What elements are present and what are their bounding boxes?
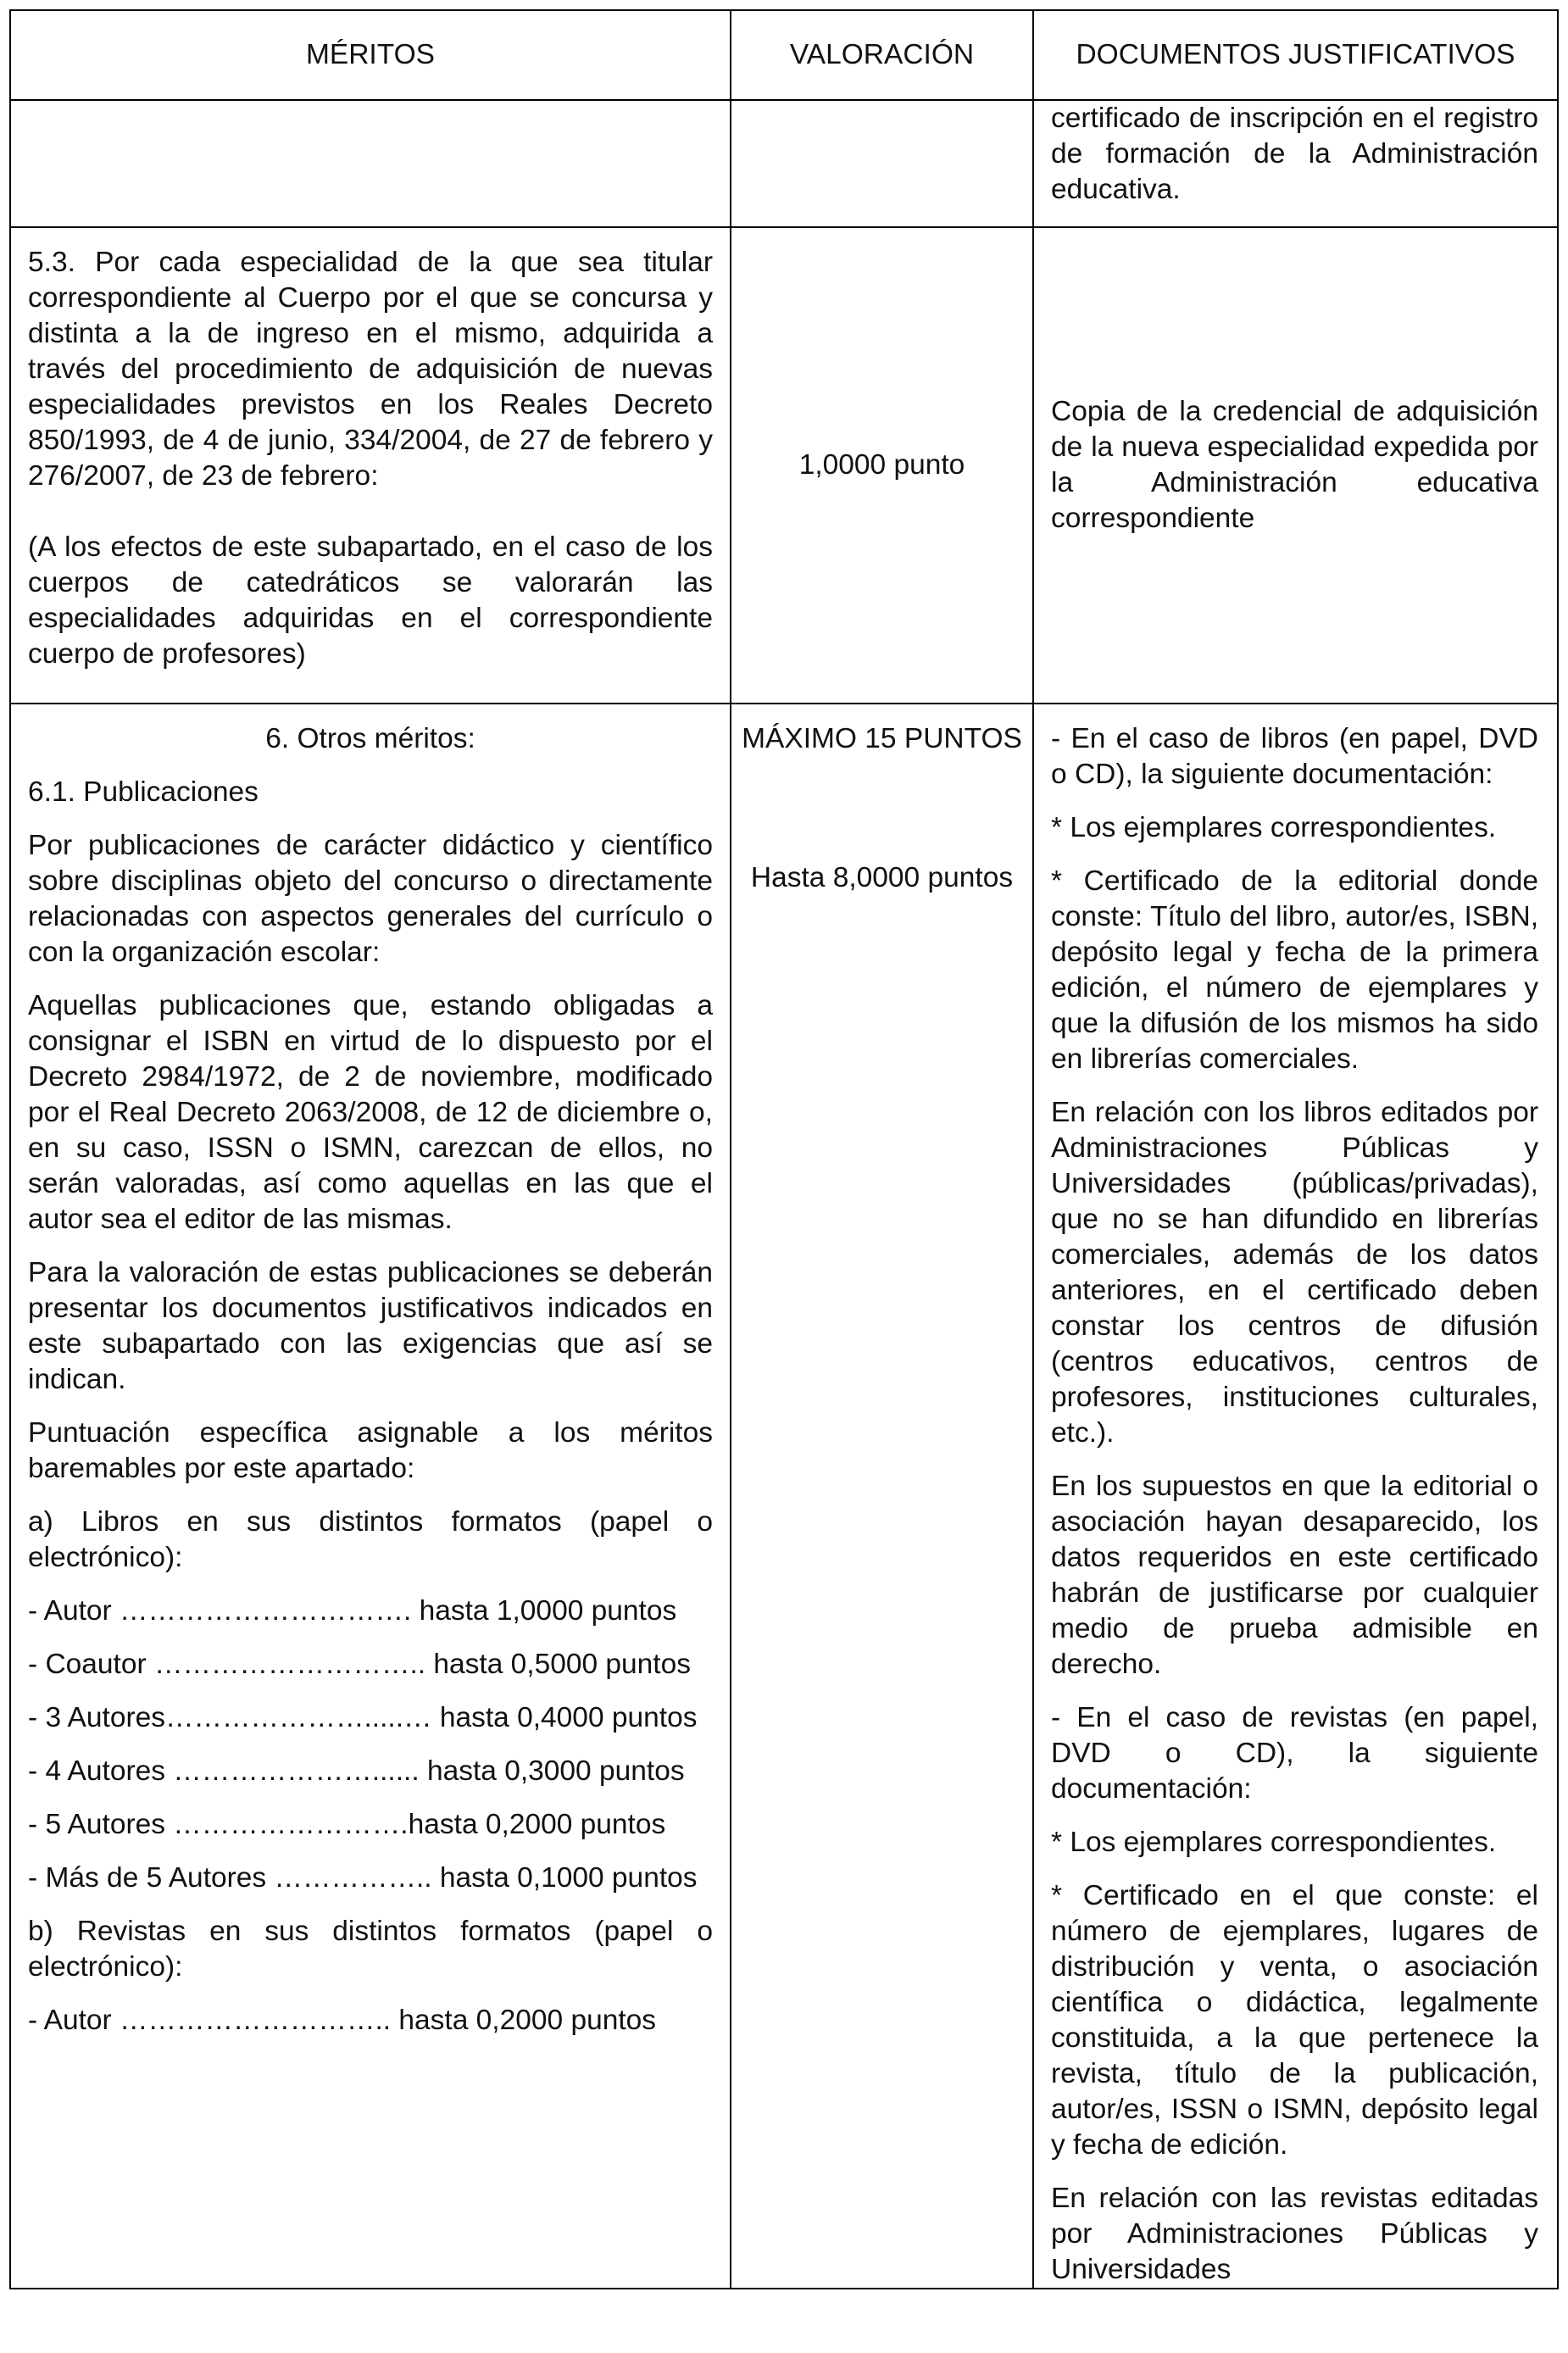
merit-paragraph: Puntuación específica asignable a los méritos baremables por este apartado:	[28, 1417, 713, 1484]
merit-score-line: - Coautor ……………………….. hasta 0,5000 puntos	[28, 1649, 691, 1680]
header-documentos: DOCUMENTOS JUSTIFICATIVOS	[1033, 10, 1558, 100]
docs-paragraph: - En el caso de revistas (en papel, DVD o CD), la siguiente documentación:	[1051, 1702, 1538, 1805]
header-valoracion: VALORACIÓN	[731, 10, 1033, 100]
docs-text: certificado de inscripción en el registro de formación de la Administración educativa.	[1051, 103, 1538, 205]
docs-text: Copia de la credencial de adquisición de la nueva especialidad expedida por la Administración educativa correspondiente	[1051, 396, 1538, 534]
table-row	[10, 704, 1558, 2289]
docs-paragraph: En los supuestos en que la editorial o asociación hayan desaparecido, los datos requeridos en este certificado habrán de justificarse por cualquier medio de prueba admisible en derecho.	[1051, 1471, 1538, 1680]
merit-score-line: - Autor …………………………. hasta 1,0000 puntos	[28, 1595, 677, 1627]
valuation-max: MÁXIMO 15 PUNTOS	[742, 723, 1022, 754]
docs-paragraph: * Certificado en el que conste: el número de ejemplares, lugares de distribución y venta, o asociación científica o didáctica, legalmente constituida, a la que pertenece la revista, título de la publicación, autor/es, ISSN o ISMN, depósito legal y fecha de edición.	[1051, 1880, 1538, 2161]
merit-paragraph: b) Revistas en sus distintos formatos (papel o electrónico):	[28, 1916, 713, 1983]
header-meritos: MÉRITOS	[10, 10, 731, 100]
table-row	[10, 227, 1558, 704]
merit-cell	[10, 227, 731, 704]
valuation-cell	[731, 227, 1033, 704]
table-row	[10, 100, 1558, 227]
merit-score-line: - Más de 5 Autores …………….. hasta 0,1000 puntos	[28, 1862, 698, 1894]
docs-paragraph: - En el caso de libros (en papel, DVD o CD), la siguiente documentación:	[1051, 723, 1538, 790]
docs-paragraph: * Los ejemplares correspondientes.	[1051, 812, 1497, 843]
merits-table	[9, 9, 1559, 2289]
merit-score-line: - 5 Autores …………………….hasta 0,2000 puntos	[28, 1809, 666, 1840]
merit-paragraph: Aquellas publicaciones que, estando obligadas a consignar el ISBN en virtud de lo dispuesto por el Decreto 2984/1972, de 2 de noviembre, modificado por el Real Decreto 2063/2008, de 12 de diciembre o, en su caso, ISSN o ISMN, carezcan de ellos, no serán valoradas, así como aquellas en las que el autor sea el editor de las mismas.	[28, 990, 713, 1235]
docs-paragraph: En relación con los libros editados por Administraciones Públicas y Universidades (públicas/privadas), que no se han difundido en librerías comerciales, además de los datos anteriores, en el certificado deben constar los centros de difusión (centros educativos, centros de profesores, instituciones culturales, etc.).	[1051, 1097, 1538, 1449]
docs-cell	[1033, 704, 1558, 2289]
merit-paragraph: Por publicaciones de carácter didáctico y científico sobre disciplinas objeto del concurso o directamente relacionadas con aspectos generales del currículo o con la organización escolar:	[28, 830, 713, 968]
docs-paragraph: En relación con las revistas editadas por Administraciones Públicas y Universidades	[1051, 2183, 1538, 2285]
merit-cell	[10, 704, 731, 2289]
merit-paragraph: Para la valoración de estas publicaciones se deberán presentar los documentos justificativos indicados en este subapartado con las exigencias que así se indican.	[28, 1257, 713, 1395]
merit-score-line: - Autor ……………………….. hasta 0,2000 puntos	[28, 2005, 657, 2036]
merit-score-line: - 3 Autores………………….....… hasta 0,4000 puntos	[28, 1702, 698, 1733]
valuation-text: 1,0000 punto	[798, 449, 965, 481]
valuation-cell	[731, 704, 1033, 2289]
merit-score-line: - 4 Autores …………………...... hasta 0,3000 puntos	[28, 1755, 685, 1787]
docs-paragraph: * Certificado de la editorial donde conste: Título del libro, autor/es, ISBN, depósito legal y fecha de la primera edición, el número de ejemplares y que la difusión de los mismos ha sido en librerías comerciales.	[1051, 865, 1538, 1075]
table-header-row	[10, 10, 1558, 100]
merit-note: (A los efectos de este subapartado, en el caso de los cuerpos de catedráticos se valorarán las especialidades adquiridas en el correspondiente cuerpo de profesores)	[28, 531, 713, 670]
valuation-sub: Hasta 8,0000 puntos	[750, 862, 1014, 893]
merit-paragraph: a) Libros en sus distintos formatos (papel o electrónico):	[28, 1506, 713, 1573]
docs-cell	[1033, 227, 1558, 704]
section-title: 6. Otros méritos:	[265, 723, 475, 754]
subsection-title: 6.1. Publicaciones	[28, 776, 259, 808]
merit-cell	[10, 100, 731, 227]
docs-cell	[1033, 100, 1558, 227]
valuation-cell	[731, 100, 1033, 227]
docs-paragraph: * Los ejemplares correspondientes.	[1051, 1827, 1497, 1858]
merit-text: 5.3. Por cada especialidad de la que sea titular correspondiente al Cuerpo por el que se concursa y distinta a la de ingreso en el mismo, adquirida a través del procedimiento de adquisición de nuevas especialidades previstos en los Reales Decreto 850/1993, de 4 de junio, 334/2004, de 27 de febrero y 276/2007, de 23 de febrero:	[28, 247, 713, 492]
